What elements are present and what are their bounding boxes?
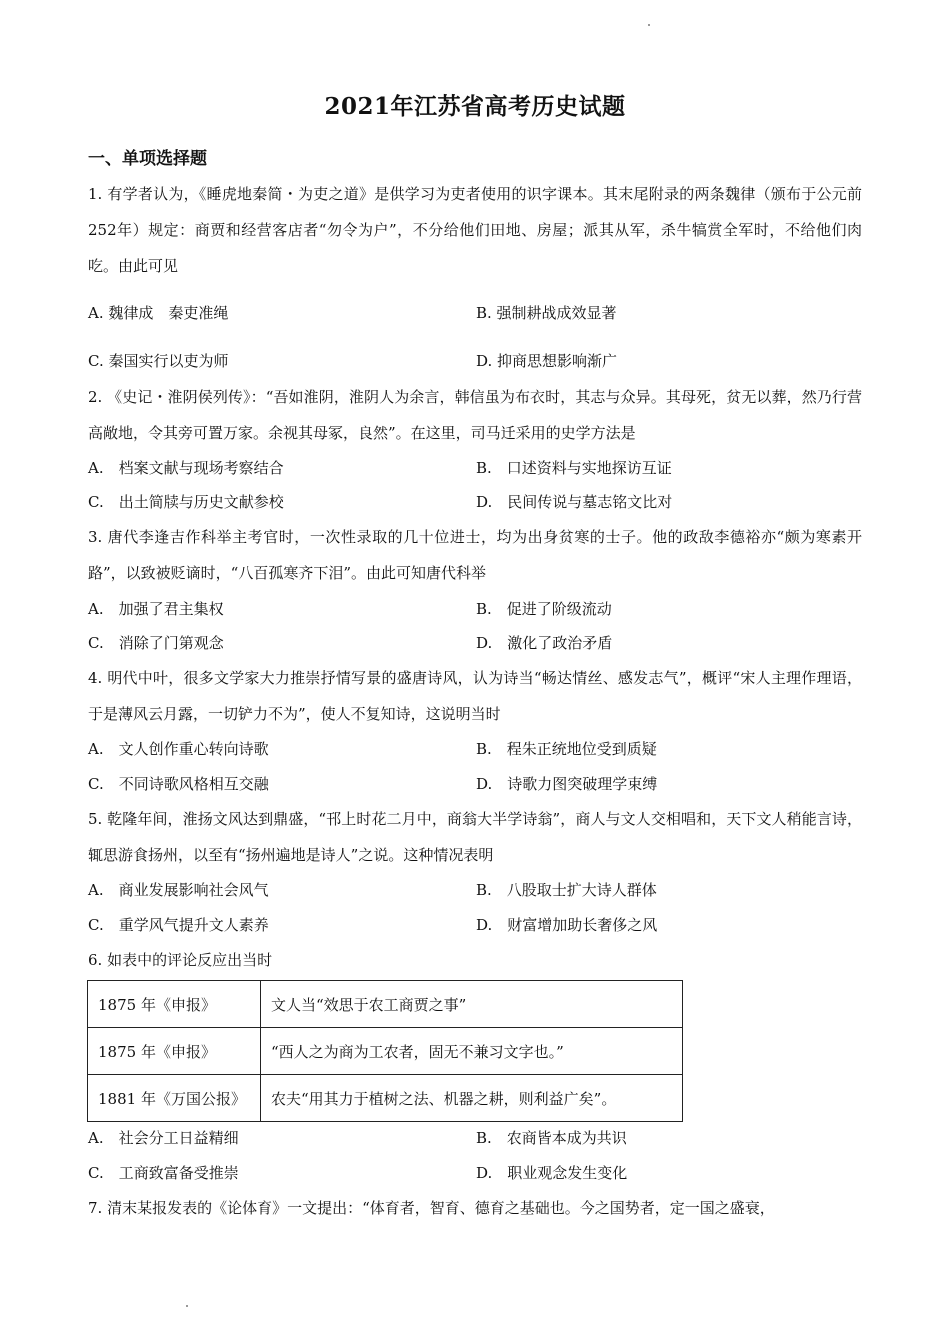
question-4-option-c[interactable]: C. 不同诗歌风格相互交融	[88, 775, 269, 793]
question-7-stem: 7. 清末某报发表的《论体育》一文提出：“体育者，智育、德育之基础也。今之国势者，定一国之盛衰，	[88, 1199, 775, 1217]
question-3-option-b[interactable]: B. 促进了阶级流动	[476, 600, 612, 618]
table-cell-quote: 文人当“效思于农工商贾之事”	[261, 981, 683, 1028]
table-cell-source: 1881 年《万国公报》	[88, 1075, 261, 1122]
question-3-option-c[interactable]: C. 消除了门第观念	[88, 634, 224, 652]
table-cell-source: 1875 年《申报》	[88, 981, 261, 1028]
table-row	[88, 1028, 683, 1075]
question-6-option-d[interactable]: D. 职业观念发生变化	[476, 1164, 628, 1182]
question-3-option-a[interactable]: A. 加强了君主集权	[88, 600, 224, 618]
question-2-option-b[interactable]: B. 口述资料与实地探访互证	[476, 459, 672, 477]
question-6-option-c[interactable]: C. 工商致富备受推崇	[88, 1164, 239, 1182]
table-row	[88, 981, 683, 1028]
question-5-option-b[interactable]: B. 八股取士扩大诗人群体	[476, 881, 657, 899]
question-3-option-d[interactable]: D. 激化了政治矛盾	[476, 634, 613, 652]
question-6-option-a[interactable]: A. 社会分工日益精细	[88, 1129, 239, 1147]
page-speck	[648, 24, 650, 26]
page-title: 2021年江苏省高考历史试题	[324, 93, 626, 120]
question-3-stem: 3. 唐代李逢吉作科举主考官时，一次性录取的几十位进士，均为出身贫寒的士子。他的政敌李德裕亦“颇为寒素开路”，以致被贬谪时，“八百孤寒齐下泪”。由此可知唐代科举	[88, 528, 862, 582]
question-2-option-c[interactable]: C. 出土简牍与历史文献参校	[88, 493, 284, 511]
question-4-stem: 4. 明代中叶，很多文学家大力推崇抒情写景的盛唐诗风，认为诗当“畅达情丝、感发志气”，概评“宋人主理作理语，于是薄风云月露，一切铲力不为”，使人不复知诗，这说明当时	[88, 669, 862, 723]
question-2-stem: 2. 《史记・淮阴侯列传》：“吾如淮阴，淮阴人为余言，韩信虽为布衣时，其志与众异。其母死，贫无以葬，然乃行营高敞地，令其旁可置万家。余视其母冢，良然”。在这里，司马迁采用的史学方法是	[88, 388, 862, 442]
question-5-stem: 5. 乾隆年间，淮扬文风达到鼎盛，“邗上时花二月中，商翁大半学诗翁”，商人与文人交相唱和，天下文人稍能言诗，辄思游食扬州，以至有“扬州遍地是诗人”之说。这种情况表明	[88, 810, 862, 864]
question-1-stem: 1. 有学者认为，《睡虎地秦简・为吏之道》是供学习为吏者使用的识字课本。其末尾附录的两条魏律（颁布于公元前252年）规定：商贾和经营客店者“勿令为户”，不分给他们田地、房屋；派其从军，杀牛犒赏全军时，不给他们肉吃。由此可见	[88, 185, 862, 275]
question-6-option-b[interactable]: B. 农商皆本成为共识	[476, 1129, 627, 1147]
question-5-option-a[interactable]: A. 商业发展影响社会风气	[88, 881, 269, 899]
page-speck	[186, 1305, 188, 1307]
table-cell-source: 1875 年《申报》	[88, 1028, 261, 1075]
question-2-option-a[interactable]: A. 档案文献与现场考察结合	[88, 459, 284, 477]
question-1-option-b[interactable]: B. 强制耕战成效显著	[476, 304, 617, 322]
table-cell-quote: 农夫“用其力于植树之法、机器之耕，则利益广矣”。	[261, 1075, 683, 1122]
section-heading: 一、单项选择题	[88, 149, 207, 169]
question-4-option-a[interactable]: A. 文人创作重心转向诗歌	[88, 740, 269, 758]
question-5-option-d[interactable]: D. 财富增加助长奢侈之风	[476, 916, 658, 934]
question-1-option-a[interactable]: A. 魏律成 秦吏准绳	[88, 304, 229, 322]
table-row	[88, 1075, 683, 1122]
question-6-table	[87, 980, 683, 1122]
question-2-option-d[interactable]: D. 民间传说与墓志铭文比对	[476, 493, 673, 511]
table-cell-quote: “西人之为商为工农者，固无不兼习文字也。”	[261, 1028, 683, 1075]
question-4-option-b[interactable]: B. 程朱正统地位受到质疑	[476, 740, 657, 758]
question-5-option-c[interactable]: C. 重学风气提升文人素养	[88, 916, 269, 934]
question-6-stem: 6. 如表中的评论反应出当时	[88, 951, 273, 969]
question-1-option-c[interactable]: C. 秦国实行以吏为师	[88, 352, 229, 370]
question-1-option-d[interactable]: D. 抑商思想影响渐广	[476, 352, 618, 370]
question-4-option-d[interactable]: D. 诗歌力图突破理学束缚	[476, 775, 658, 793]
